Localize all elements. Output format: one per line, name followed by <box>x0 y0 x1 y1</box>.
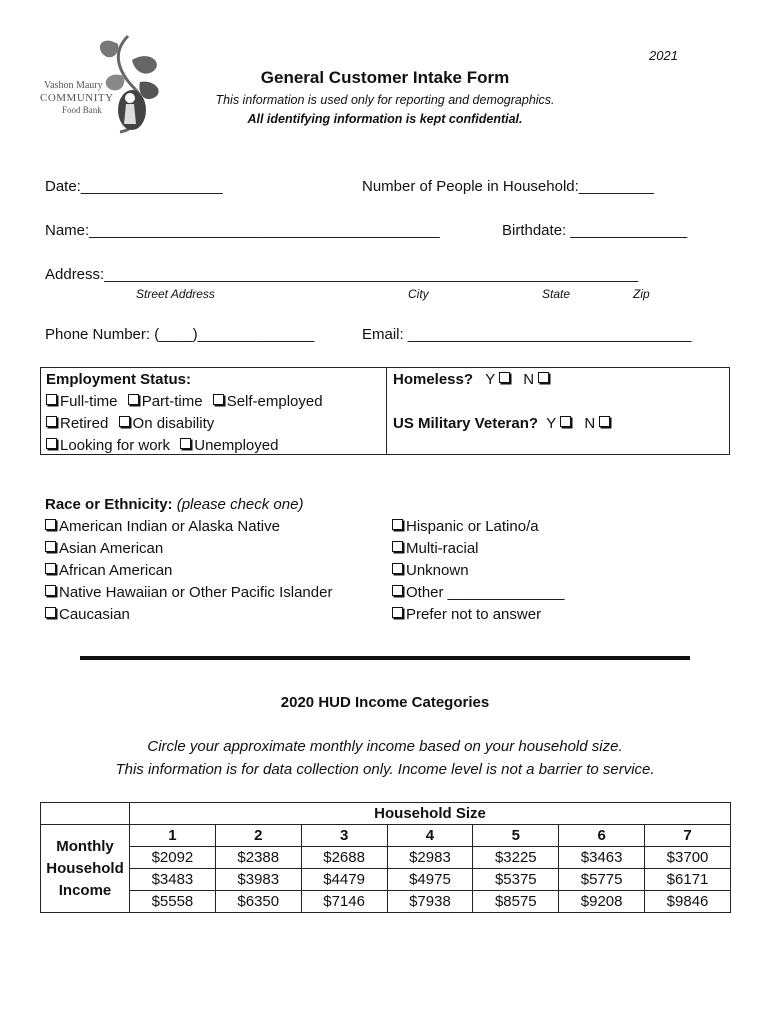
zip-label: Zip <box>633 287 650 301</box>
race-checkbox[interactable] <box>45 585 56 596</box>
income-cell[interactable]: $3983 <box>215 869 301 891</box>
logo-line1: Vashon Maury <box>44 80 103 91</box>
size-header: 3 <box>301 825 387 847</box>
income-cell[interactable]: $3700 <box>645 847 731 869</box>
size-header: 2 <box>215 825 301 847</box>
unemployed-checkbox[interactable] <box>180 438 191 449</box>
income-cell[interactable]: $7146 <box>301 891 387 913</box>
retired-label: Retired <box>60 415 109 432</box>
income-cell[interactable]: $2092 <box>130 847 216 869</box>
address-field[interactable]: Address:________________________________________________________________ <box>45 266 639 283</box>
status-box <box>40 367 730 455</box>
race-option-label: Other ______________ <box>406 584 565 601</box>
phone-field[interactable]: Phone Number: (____)______________ <box>45 326 315 343</box>
race-option-label: Caucasian <box>59 606 130 623</box>
homeless-yes-checkbox[interactable] <box>499 372 510 383</box>
race-checkbox[interactable] <box>45 519 56 530</box>
race-option-label: American Indian or Alaska Native <box>59 518 280 535</box>
race-checkbox[interactable] <box>392 541 403 552</box>
income-cell[interactable]: $9846 <box>645 891 731 913</box>
looking-for-work-label: Looking for work <box>60 437 171 454</box>
part-time-checkbox[interactable] <box>128 394 139 405</box>
confidential-note: All identifying information is kept confidential. <box>247 112 523 126</box>
self-employed-label: Self-employed <box>226 393 323 410</box>
race-hint: (please check one) <box>176 496 304 513</box>
homeless-label: Homeless? <box>393 371 474 388</box>
race-checkbox[interactable] <box>392 563 403 574</box>
homeless-no-checkbox[interactable] <box>538 372 549 383</box>
veteran-yes-label: Y <box>546 415 556 432</box>
race-option-label: Unknown <box>406 562 469 579</box>
income-cell[interactable]: $3463 <box>559 847 645 869</box>
income-cell[interactable]: $3483 <box>130 869 216 891</box>
employment-row-3 <box>46 437 278 454</box>
race-option <box>392 584 564 601</box>
race-option-label: Hispanic or Latino/a <box>406 518 539 535</box>
race-option <box>45 540 163 557</box>
form-year: 2021 <box>649 48 678 63</box>
table-caption-row <box>41 803 731 825</box>
income-cell[interactable]: $6171 <box>645 869 731 891</box>
birthdate-field[interactable]: Birthdate: ______________ <box>502 222 688 239</box>
income-cell[interactable]: $5775 <box>559 869 645 891</box>
race-checkbox[interactable] <box>392 607 403 618</box>
row-header-line: Income <box>58 881 112 899</box>
full-time-checkbox[interactable] <box>46 394 57 405</box>
race-heading <box>45 496 303 513</box>
homeless-yes-label: Y <box>485 371 495 388</box>
row-header-line: Monthly <box>56 837 114 855</box>
homeless-no-label: N <box>523 371 535 388</box>
income-cell[interactable]: $2983 <box>387 847 473 869</box>
household-count-field[interactable]: Number of People in Household:_________ <box>362 178 654 195</box>
section-divider <box>80 656 690 660</box>
row-header-line: Household <box>46 859 124 877</box>
income-table <box>40 802 731 913</box>
employment-status-label: Employment Status: <box>46 371 192 388</box>
state-label: State <box>542 287 571 301</box>
unemployed-label: Unemployed <box>194 437 279 454</box>
race-option-label: African American <box>59 562 173 579</box>
city-label: City <box>408 287 429 301</box>
race-checkbox[interactable] <box>45 541 56 552</box>
veteran-label: US Military Veteran? <box>393 415 539 432</box>
race-option <box>45 518 280 535</box>
status-box-divider <box>386 368 387 454</box>
disability-checkbox[interactable] <box>119 416 130 427</box>
size-header: 5 <box>473 825 559 847</box>
veteran-no-label: N <box>584 415 596 432</box>
race-option-label: Prefer not to answer <box>406 606 542 623</box>
employment-row-2 <box>46 415 214 432</box>
income-cell[interactable]: $4479 <box>301 869 387 891</box>
income-cell[interactable]: $8575 <box>473 891 559 913</box>
part-time-label: Part-time <box>141 393 203 410</box>
income-cell[interactable]: $2688 <box>301 847 387 869</box>
table-header-row <box>41 825 731 847</box>
hud-instruction-2: This information is for data collection only. Income level is not a barrier to service. <box>115 761 655 778</box>
size-header: 4 <box>387 825 473 847</box>
size-header: 7 <box>645 825 731 847</box>
race-checkbox[interactable] <box>45 607 56 618</box>
veteran-row <box>393 415 613 432</box>
income-cell[interactable]: $3225 <box>473 847 559 869</box>
income-cell[interactable]: $5375 <box>473 869 559 891</box>
hud-title: 2020 HUD Income Categories <box>280 694 490 711</box>
employment-row-1 <box>46 393 323 410</box>
race-label: Race or Ethnicity: <box>45 496 173 513</box>
logo-line3: Food Bank <box>62 105 102 115</box>
race-option-label: Multi-racial <box>406 540 479 557</box>
household-size-caption: Household Size <box>130 803 731 825</box>
race-option <box>45 584 332 601</box>
self-employed-checkbox[interactable] <box>213 394 224 405</box>
income-cell[interactable]: $5558 <box>130 891 216 913</box>
income-cell[interactable]: $6350 <box>215 891 301 913</box>
homeless-row <box>393 371 552 388</box>
veteran-yes-checkbox[interactable] <box>560 416 571 427</box>
income-cell[interactable]: $9208 <box>559 891 645 913</box>
table-row <box>41 869 731 891</box>
race-option <box>392 540 479 557</box>
email-field[interactable]: Email: __________________________________ <box>362 326 692 343</box>
disability-label: On disability <box>132 415 215 432</box>
size-header: 6 <box>559 825 645 847</box>
hud-instruction-1: Circle your approximate monthly income based on your household size. <box>147 738 623 755</box>
race-option <box>392 518 539 535</box>
street-address-label: Street Address <box>136 287 215 301</box>
race-option-label: Asian American <box>59 540 164 557</box>
income-cell[interactable]: $4975 <box>387 869 473 891</box>
full-time-label: Full-time <box>60 393 118 410</box>
income-cell[interactable]: $2388 <box>215 847 301 869</box>
race-option-label: Native Hawaiian or Other Pacific Islander <box>59 584 333 601</box>
race-checkbox[interactable] <box>392 585 403 596</box>
table-row <box>41 891 731 913</box>
logo-line2: COMMUNITY <box>40 92 114 104</box>
veteran-no-checkbox[interactable] <box>599 416 610 427</box>
date-field[interactable]: Date:_________________ <box>45 178 223 195</box>
race-option <box>392 606 541 623</box>
race-option <box>45 606 130 623</box>
looking-for-work-checkbox[interactable] <box>46 438 57 449</box>
race-checkbox[interactable] <box>45 563 56 574</box>
size-header: 1 <box>130 825 216 847</box>
table-corner-cell <box>41 803 130 825</box>
race-option <box>45 562 172 579</box>
name-field[interactable]: Name:__________________________________________ <box>45 222 440 239</box>
form-title: General Customer Intake Form <box>260 68 510 87</box>
race-option <box>392 562 469 579</box>
race-checkbox[interactable] <box>392 519 403 530</box>
table-row <box>41 847 731 869</box>
monthly-income-header <box>41 825 130 913</box>
retired-checkbox[interactable] <box>46 416 57 427</box>
form-subtitle: This information is used only for reporting and demographics. <box>215 93 555 107</box>
income-cell[interactable]: $7938 <box>387 891 473 913</box>
